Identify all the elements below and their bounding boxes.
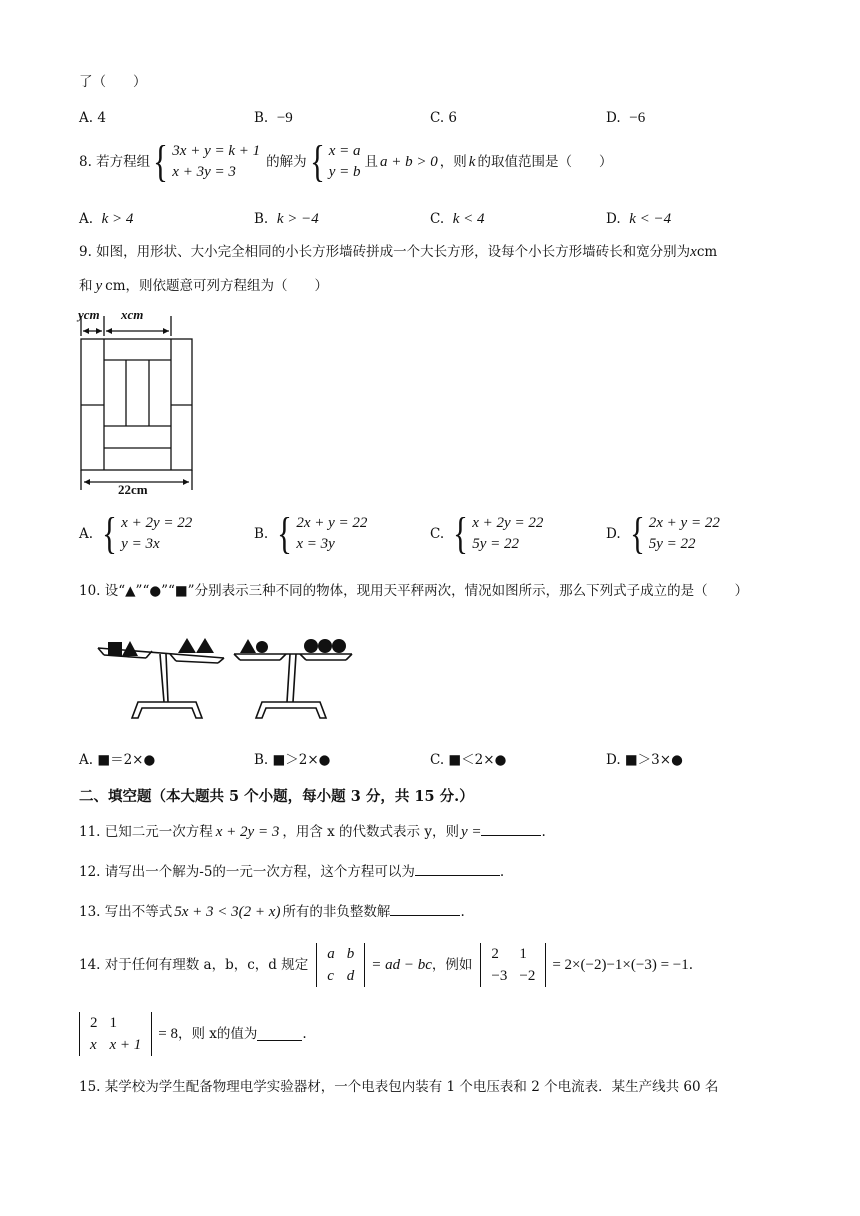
q10-option-a: A. ■＝2×● <box>79 752 156 768</box>
q10-option-b: B. ■＞2×● <box>254 752 331 768</box>
q9-label-xcm: xcm <box>121 307 144 322</box>
q13-question: 13. 写出不等式 5x + 3 < 3(2 + x) 所有的非负整数解 . <box>79 904 465 920</box>
q8-option-a: A. k > 4 <box>79 211 134 227</box>
q7-option-d: D. −6 <box>606 110 646 126</box>
square-icon <box>108 642 122 656</box>
q13-answer-blank[interactable] <box>390 902 460 916</box>
q9-option-a: A. { x + 2y = 22 y = 3x <box>79 509 193 558</box>
q9-option-c: C. { x + 2y = 22 5y = 22 <box>430 509 544 558</box>
q9-line2: 和 y cm，则依题意可列方程组为（ ） <box>79 278 329 294</box>
q14-question: 14. 对于任何有理数 a，b，c，d 规定 a b c d = ad − bc ，例如 2 1 −3 −2 = 2×(−2)−1×(−3) = −1 . <box>79 943 693 987</box>
triangle-icon <box>196 638 214 653</box>
q9-line1: 9. 如图，用形状、大小完全相同的小长方形墙砖拼成一个大长方形，设每个小长方形墙砖长和宽分别为xcm <box>79 244 718 260</box>
q8-option-b: B. k > −4 <box>254 211 319 227</box>
triangle-icon <box>240 639 256 653</box>
q10-option-c: C. ■＜2×● <box>430 752 507 768</box>
q11-answer-blank[interactable] <box>481 822 541 836</box>
q10-balance-figure <box>94 622 359 724</box>
triangle-icon <box>178 638 196 653</box>
q7-option-b: B. −9 <box>254 110 293 126</box>
q14-definition-determinant: a b c d <box>312 943 369 987</box>
q9-option-d: D. { 2x + y = 22 5y = 22 <box>606 509 720 558</box>
q14-answer-blank[interactable] <box>257 1027 302 1041</box>
q9-label-ycm: ycm <box>78 307 100 322</box>
q10-option-d: D. ■＞3×● <box>606 752 683 768</box>
section-2-heading: 二、填空题（本大题共 5 个小题，每小题 3 分，共 15 分.） <box>79 788 474 805</box>
triangle-icon <box>122 641 138 656</box>
q10-question: 10. 设“▲”“●”“■”分别表示三种不同的物体，现用天平秤两次，情况如图所示，那么下列式子成立的是（ ） <box>79 583 749 599</box>
q14-problem-determinant: 2 1 x x + 1 <box>79 1012 156 1056</box>
q8-system: { 3x + y = k + 1 x + 3y = 3 <box>153 137 261 186</box>
circle-icon <box>318 639 332 653</box>
q9-option-b: B. { 2x + y = 22 x = 3y <box>254 509 368 558</box>
circle-icon <box>332 639 346 653</box>
q7-tail: 了（ ） <box>79 74 147 90</box>
q9-brick-figure <box>76 306 200 494</box>
q8-option-c: C. k < 4 <box>430 211 485 227</box>
q12-question: 12. 请写出一个解为-5的一元一次方程，这个方程可以为 . <box>79 864 505 880</box>
q7-option-c: C. 6 <box>430 110 458 126</box>
q12-answer-blank[interactable] <box>415 862 500 876</box>
q11-question: 11. 已知二元一次方程 x + 2y = 3 ，用含 x 的代数式表示 y，则 y = . <box>79 824 546 840</box>
q14-example-determinant: 2 1 −3 −2 <box>476 943 550 987</box>
q9-label-22cm: 22cm <box>118 482 148 497</box>
q8-option-d: D. k < −4 <box>606 211 672 227</box>
circle-icon <box>256 641 268 653</box>
q8-question: 8. 若方程组 { 3x + y = k + 1 x + 3y = 3 的解为 { x = a y = b 且 a + b > 0 ，则 k 的取值范围是（ ） <box>79 137 613 186</box>
q14-problem: 2 1 x x + 1 = 8 ，则 x的值为 . <box>79 1012 307 1056</box>
q7-option-a: A. 4 <box>79 110 106 126</box>
q8-solution: { x = a y = b <box>309 137 361 186</box>
circle-icon <box>304 639 318 653</box>
q15-question: 15. 某学校为学生配备物理电学实验器材，一个电表包内装有 1 个电压表和 2 个电流表．某生产线共 60 名 <box>79 1079 719 1095</box>
